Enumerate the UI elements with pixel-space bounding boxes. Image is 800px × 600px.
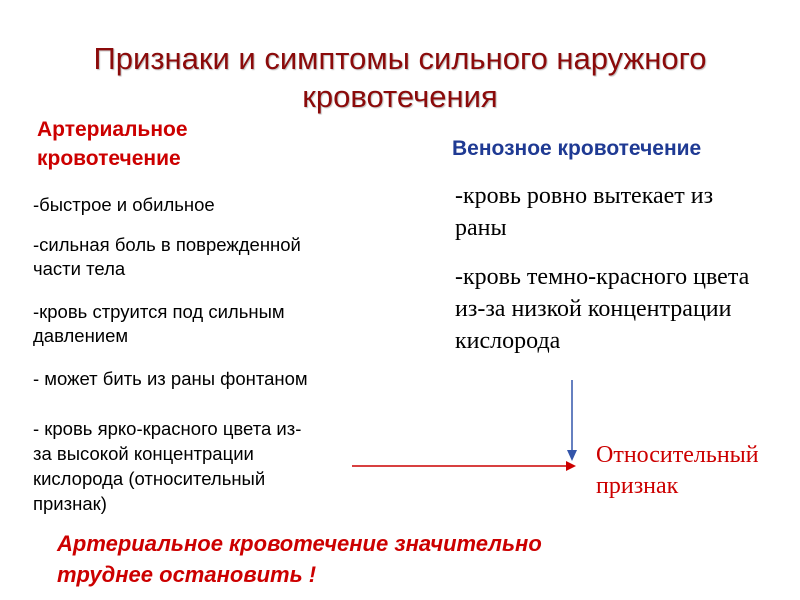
arterial-item-text: -кровь струится под сильным: [33, 301, 285, 322]
arterial-item-text: за высокой концентрации: [33, 443, 254, 464]
venous-item-text: -кровь темно-красного цвета: [455, 264, 750, 290]
slide-title-line-1: Признаки и симптомы сильного наружного: [93, 41, 707, 76]
arterial-heading-line-1: Артериальное: [37, 118, 188, 141]
arterial-item-text: признак): [33, 493, 107, 514]
venous-item-text: кислорода: [455, 328, 561, 354]
arterial-item-text: кислорода (относительный: [33, 468, 266, 489]
arterial-heading-line-2: кровотечение: [37, 147, 181, 170]
venous-heading: Венозное кровотечение: [452, 137, 702, 160]
venous-item-text: -кровь ровно вытекает из: [455, 183, 714, 209]
venous-item-text: из-за низкой концентрации: [455, 296, 732, 322]
relative-sign-line-1: Относительный: [596, 442, 759, 468]
arterial-item-text: - может бить из раны фонтаном: [33, 368, 308, 389]
conclusion-line-2: труднее остановить !: [57, 562, 317, 587]
relative-sign-line-2: признак: [596, 473, 679, 499]
arterial-item-text: части тела: [33, 258, 126, 279]
arterial-arrow-head: [566, 461, 576, 471]
venous-item-text: раны: [455, 215, 507, 241]
slide-title-line-2: кровотечения: [302, 79, 498, 114]
venous-arrow-head: [567, 450, 577, 461]
arterial-item-text: - кровь ярко-красного цвета из-: [33, 418, 302, 439]
arterial-item-text: -быстрое и обильное: [33, 194, 215, 215]
arterial-item-text: -сильная боль в поврежденной: [33, 234, 301, 255]
conclusion-line-1: Артериальное кровотечение значительно: [57, 531, 542, 556]
arterial-item-text: давлением: [33, 325, 129, 346]
conclusion-text: [57, 528, 542, 590]
relative-sign-label: [596, 440, 759, 502]
